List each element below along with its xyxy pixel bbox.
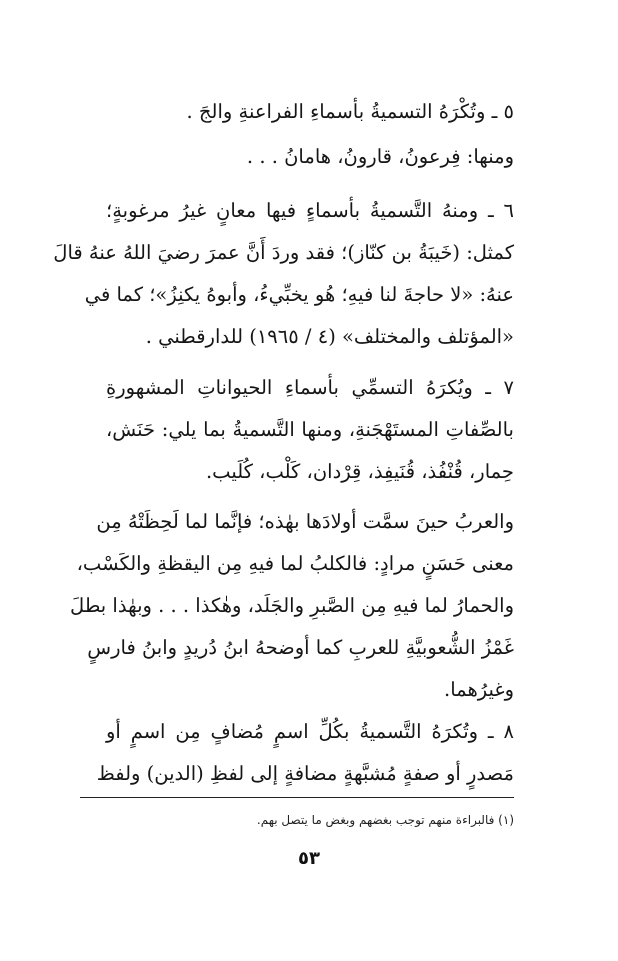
item-8-line-1: ٨ ـ وتُكرَهُ التَّسميةُ بكُلِّ اسمٍ مُضافٍ مِن اسمٍ أو	[106, 720, 514, 743]
item-6-line-3: عنهُ: «لا حاجةَ لنا فيهِ؛ هُو يخبِّيءُ، وأبوهُ يكنِزُ»؛ كما في	[84, 283, 514, 306]
arabs-paragraph-line-3: والحمارُ لما فيهِ مِن الصَّبرِ والجَلَد، وهٰكذا . . . وبهٰذا بطلَ	[70, 594, 514, 617]
footnote-divider	[80, 797, 514, 798]
item-6-line-4: «المؤتلف والمختلف» (٤ / ١٩٦٥) للدارقطني .	[145, 325, 514, 348]
item-5-examples-line: ومنها: فِرعونُ، قارونُ، هامانُ . . .	[246, 145, 514, 168]
arabs-paragraph-line-4: غَمْزُ الشُّعوبيَّةِ للعربِ كما أوضحهُ ابنُ دُريدٍ وابنُ فارسٍ	[87, 636, 514, 659]
item-7-line-1: ٧ ـ ويُكرَهُ التسمِّي بأسماءِ الحيواناتِ المشهورةِ	[106, 376, 514, 399]
arabs-paragraph-line-2: معنى حَسَنٍ مرادٍ: فالكلبُ لما فيهِ مِن اليقظةِ والكَسْب،	[76, 552, 514, 575]
arabs-paragraph-line-1: والعربُ حينَ سمَّت أولادَها بهٰذه؛ فإنَّما لما لَحِظَتْهُ مِن	[96, 510, 514, 533]
item-7-line-3: حِمار، قُنْفُذ، قُنَيفِذ، قِرْدان، كَلْب، كُلَيب.	[205, 460, 514, 483]
item-5-line-1: ٥ ـ وتُكْرَهُ التسميةُ بأسماءِ الفراعنةِ والجَ .	[186, 100, 514, 123]
item-7-line-2: بالصِّفاتِ المستَهْجَنةِ، ومنها التَّسميةُ بما يلي: حَنَش،	[106, 418, 514, 441]
footnote: (١) فالبراءة منهم توجب بغضهم وبغض ما يتصل بهم.	[256, 813, 514, 827]
item-6-line-2: كمثل: (خَيبَةُ بن كنّاز)؛ فقد وردَ أَنَّ عمرَ رضيَ اللهُ عنهُ قالَ	[53, 241, 514, 264]
item-8-line-2: مَصدرٍ أو صفةٍ مُشبَّهةٍ مضافةٍ إلى لفظِ (الدين) ولفظ	[96, 762, 514, 785]
page-number: ٥٣	[298, 848, 320, 869]
arabs-paragraph-line-5: وغيرُهما.	[444, 678, 514, 701]
item-6-line-1: ٦ ـ ومنهُ التَّسميةُ بأسماءٍ فيها معانٍ غيرُ مرغوبةٍ؛	[106, 199, 514, 222]
